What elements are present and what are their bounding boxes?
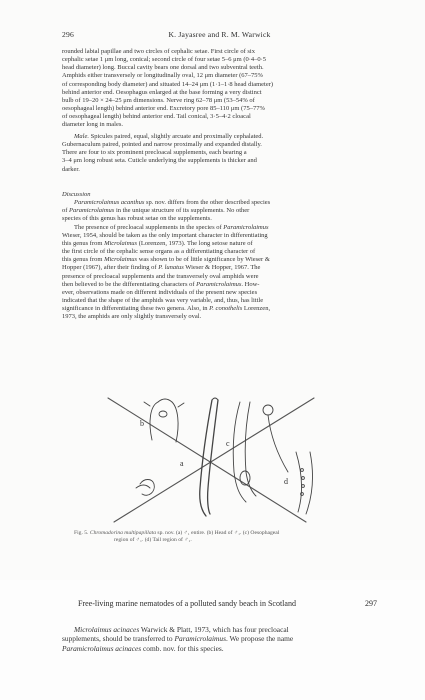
text-line: was shown to be of little significance by Wieser & [137,256,270,264]
taxon-name: Paramicrolaimus acinaces [62,643,142,653]
text-line: bulb of 19–20 × 24–25 μm dimensions. Nerve ring 62–78 μm (53–54% of [62,96,255,104]
text-line: Wieser, 1954, should be taken as the only important character in differentiating [62,231,268,239]
text-line: of oesophageal length) behind anterior end. Tail conical, 3·5–4·2 cloacal [62,113,251,121]
nematode-illustration [100,392,330,524]
text-line: oesophageal length) behind anterior end. Excretory pore 85–110 μm (75–77% [62,105,265,113]
text-line: (Lorenzen, 1973). The long setose nature of [137,239,253,247]
supplement [301,469,304,472]
head-outline [150,402,178,442]
text-line: Amphids either transversely or longitudinally oval, 12 μm diameter (67–75% [62,72,263,80]
cross-stroke [108,398,306,522]
text-line: this genus from [62,239,105,247]
text-line: of [62,207,70,215]
taxon-name: Paramicrolaimus [69,207,115,215]
caption-taxon: Chromadorina multipapillata [89,530,157,536]
supplement [302,485,305,488]
taxon-name: P. lunatus [158,264,184,272]
page-297-paragraph [62,625,378,653]
caption-text: sp. nov. (a) ♂₁ entire. (b) Head of ♂₁. (c) Oesophageal [156,530,280,536]
text-line: There are four to six prominent precloacal supplements, each bearing a [62,149,247,157]
amphid [159,411,167,417]
figure-caption [74,530,359,544]
taxon-name: Microlaimus [104,239,138,247]
text-line: comb. nov. for this species. [141,643,224,653]
taxon-name: Paramicrolaimus [174,634,226,644]
caption-text: region of ♂₁. (d) Tail region of ♂₁. [114,537,192,544]
text-line: diameter long in males. [62,121,124,129]
figure-label-c: c [226,439,230,448]
page-number: 297 [365,599,377,608]
figure-5-drawing [100,392,330,524]
oesophagus-outline [245,402,256,496]
text-line: indicated that the shape of the amphids was very variable, and, thus, has little [62,297,264,305]
text-line: significance in differentiating these two genera. Also, in [62,305,210,313]
page-header [62,30,377,42]
text-line: then believed to be the differentiating characters of [62,280,197,288]
spicule-detail [140,480,154,496]
text-line: Warwick & Platt, 1973, which has four precloacal [139,625,289,634]
caption-text: Fig. 5. [74,530,90,536]
text-line: . We propose the name [225,634,294,644]
figure-label-d: d [284,477,288,486]
taxon-name: P. conothelis [209,305,243,313]
taxon-name: Microlaimus acinaces [74,625,140,634]
tail-outline [296,452,313,514]
text-line: supplements, should be transferred to [62,634,175,644]
male-paragraph [62,133,378,174]
description-paragraph [62,48,378,130]
taxon-name: Paramicrolaimus [196,280,242,288]
text-line: Spicules paired, equal, slightly arcuate and proximally cephalated. [88,133,264,140]
page-number: 296 [62,30,74,39]
worm-head [212,398,218,400]
cephalic-seta [178,403,184,407]
discussion-heading: Discussion [62,191,91,198]
text-line: 1973, the amphids are only slightly transversely oval. [62,313,202,321]
text-line: in the unique structure of its supplements. No other [114,207,250,215]
cephalic-seta [144,402,150,406]
text-line: rounded labial papillae and two circles of cephalic setae. First circle of six [62,48,255,55]
text-line: 3–4 μm long robust seta. Cuticle underlying the supplements is thicker and [62,157,257,165]
spiral-head [263,405,273,415]
page-header-297 [62,599,377,611]
cross-stroke [114,398,314,522]
male-label: Male. [74,133,89,140]
taxon-name: Paramicrolaimus acanthus [74,199,145,207]
oesophagus-outline [233,402,246,502]
supplement [302,477,305,480]
gubernaculum-detail [136,485,150,488]
text-line: presence of precloacal supplements and the transversely oval amphids were [62,272,259,280]
text-line: cephalic setae 1 μm long, conical; second circle of four setae 5–6 μm (0·4–0·5 [62,56,267,64]
taxon-name: Paramicrolaimus [223,223,269,231]
text-line: Lorenzen, [242,305,271,313]
discussion-section [62,191,378,322]
text-line: this genus from [62,256,105,264]
text-line: ever, observations made on different individuals of the present new species [62,288,258,296]
text-line: Wieser & Hopper, 1967. The [183,264,261,272]
supplement [301,493,304,496]
text-line: . How- [241,280,260,288]
text-line: The presence of precloacal supplements in the species of [74,223,224,231]
running-head-title: Free-living marine nematodes of a polluted sandy beach in Scotland [78,599,296,608]
text-line: darker. [62,165,80,173]
head-tip [158,399,172,402]
taxon-name: Microlaimus [104,256,138,264]
text-line: the first circle of the cephalic sense organs as a differentiating character of [62,248,256,256]
text-line: Gubernaculum paired, pointed and narrow proximally and expanded distally. [62,141,262,149]
worm-body-outline [200,400,212,516]
spiral-body [268,415,288,472]
text-line: sp. nov. differs from the other described species [144,199,271,207]
figure-label-a: a [180,459,184,468]
text-line: Hopper (1967), after their finding of [62,264,159,272]
text-line: species of this genus has robust setae on the supplements. [62,215,212,223]
figure-label-b: b [140,419,144,428]
oesophageal-bulb [240,471,250,485]
text-line: head diameter) long. Buccal cavity bears one dorsal and two subventral teeth. [62,64,264,72]
text-line: of corresponding body diameter) and situated 14–24 μm (1·1–1·8 head diameter) [62,80,274,88]
running-head-authors: K. Jayasree and R. M. Warwick [168,30,271,39]
text-line: behind anterior end. Oesophagus enlarged at the base forming a very distinct [62,88,262,96]
